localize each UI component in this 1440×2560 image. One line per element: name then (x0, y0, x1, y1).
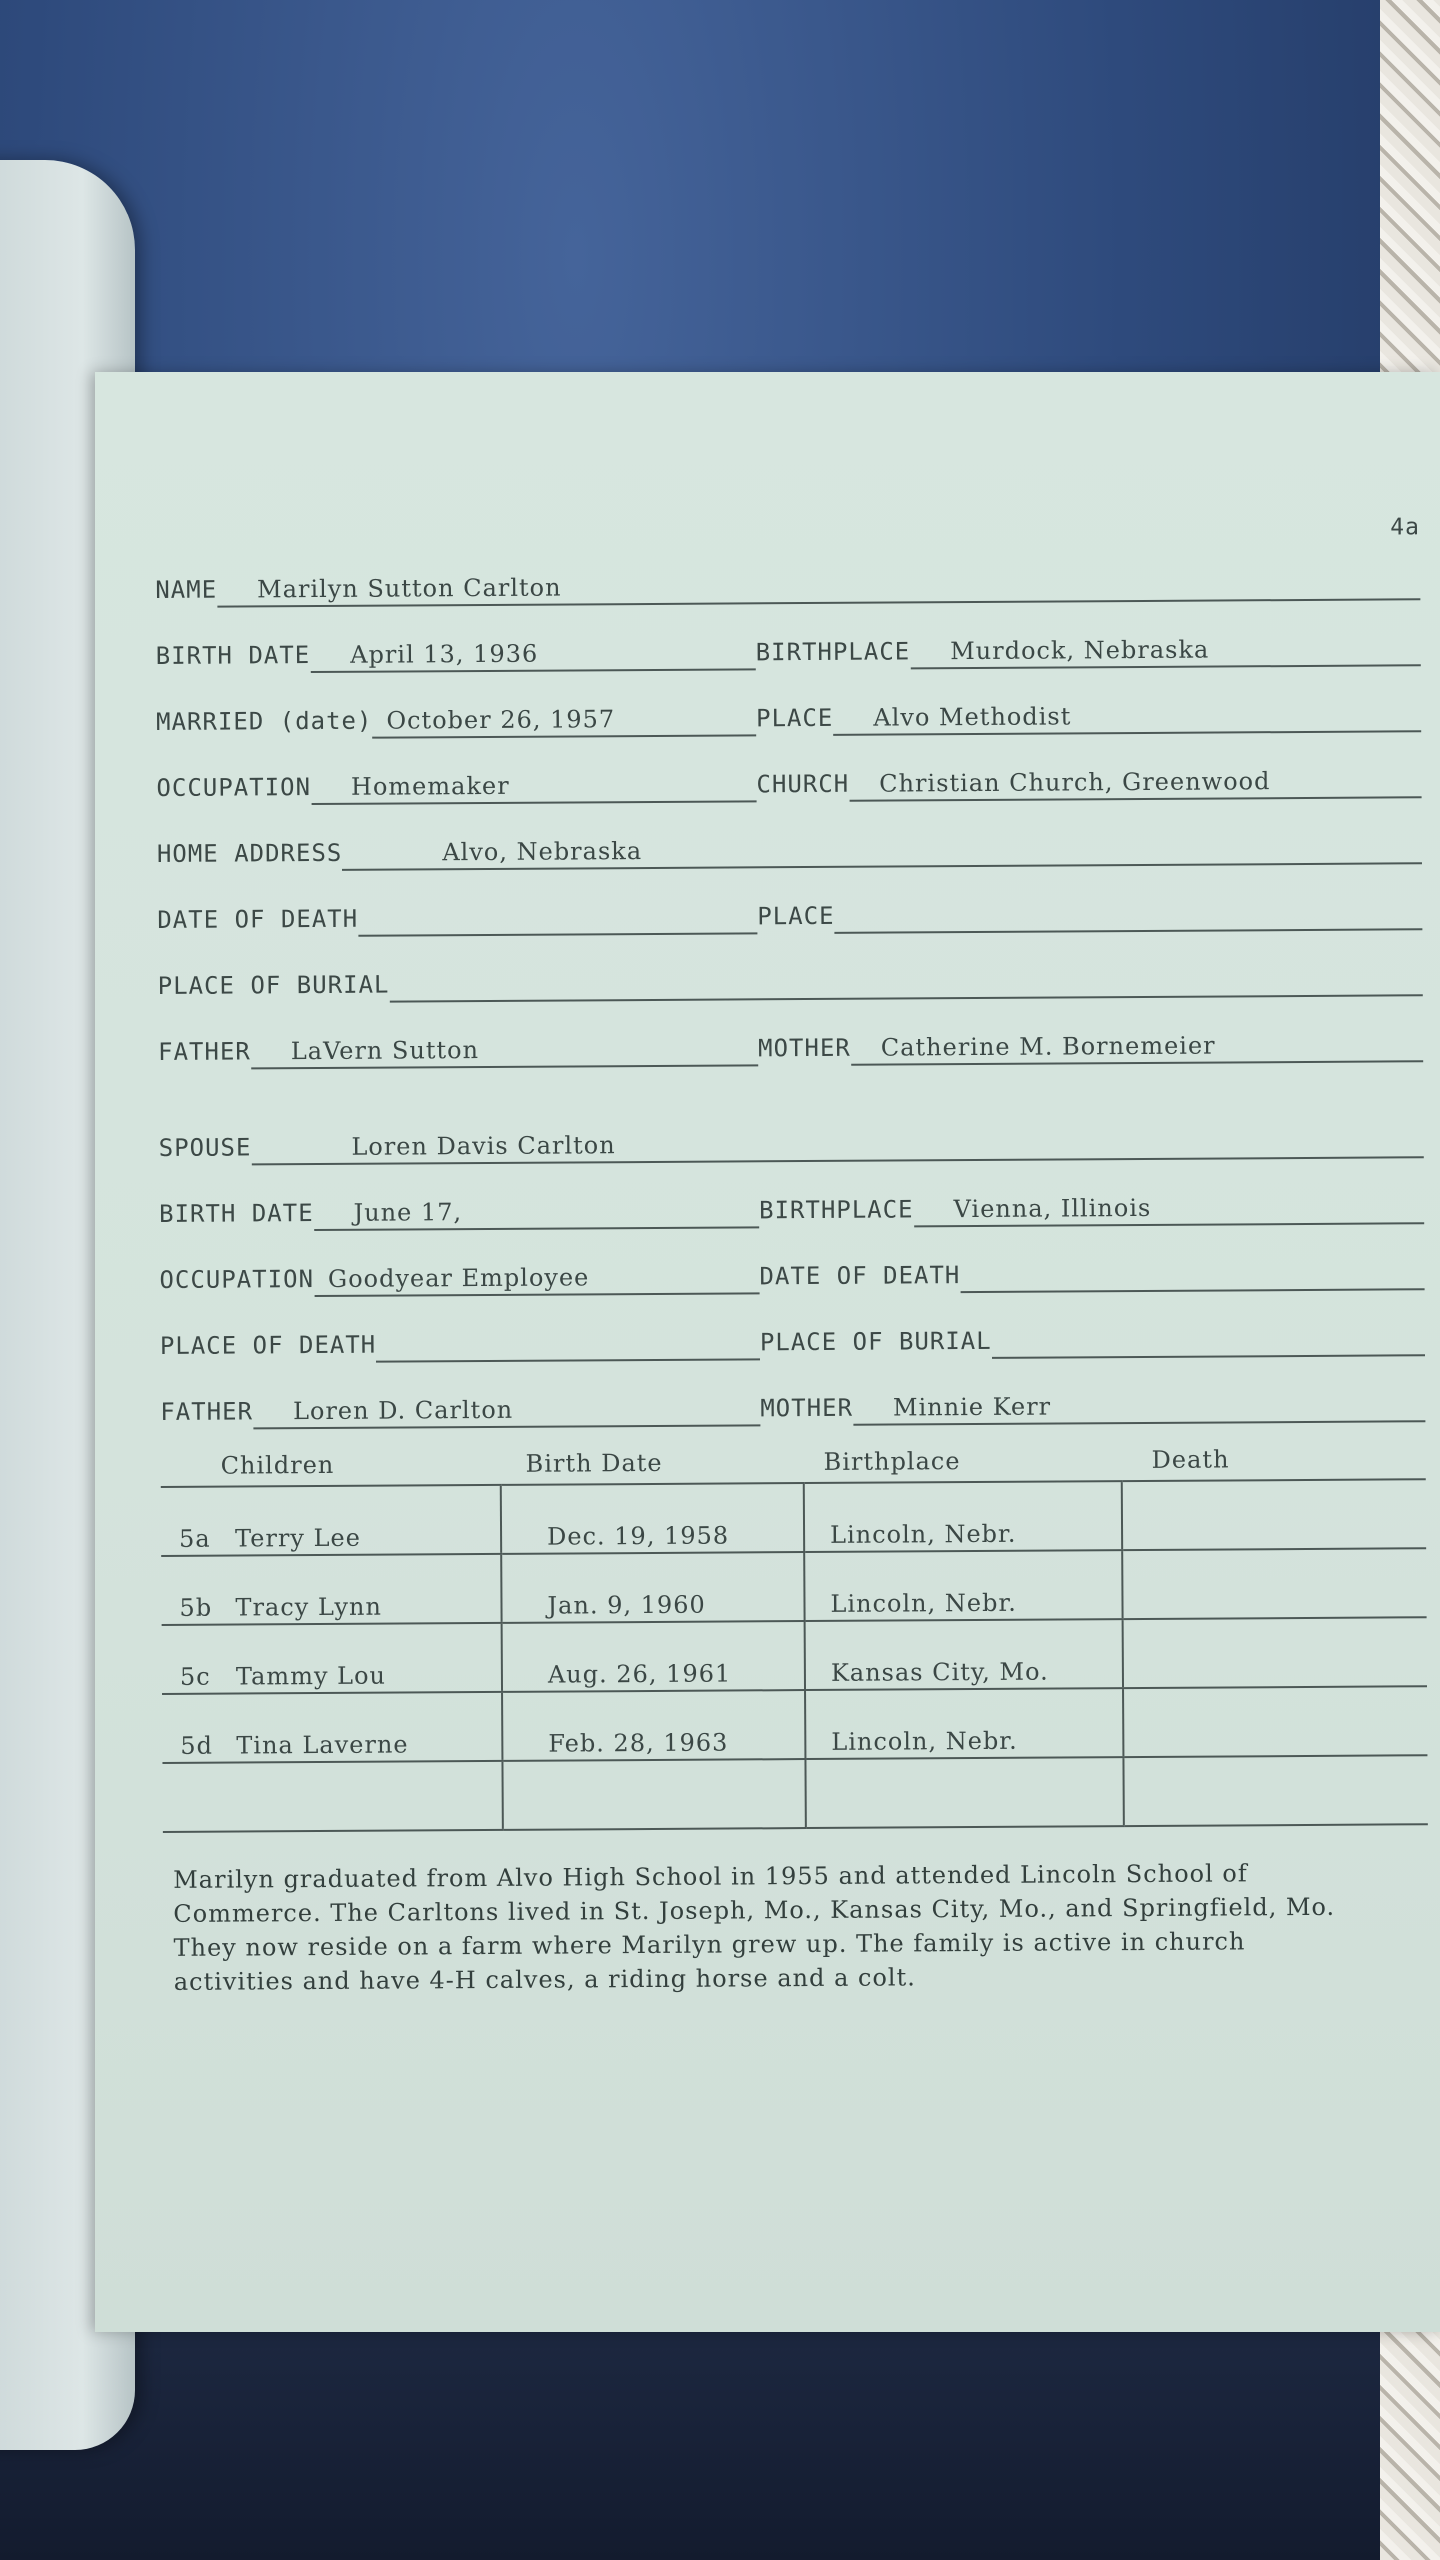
church-label: CHURCH (756, 769, 850, 799)
home-address-field (157, 826, 1422, 872)
table-row (162, 1755, 1427, 1832)
married-label: MARRIED (date) (156, 706, 373, 736)
spouse-birth-date-value[interactable]: June 17, (313, 1190, 759, 1231)
child-name: Terry Lee (235, 1523, 362, 1553)
mother-field (758, 1024, 1423, 1066)
child-death[interactable] (1123, 1686, 1427, 1757)
page-number: 4a (1390, 514, 1421, 541)
child-cell[interactable] (161, 1554, 501, 1625)
spouse-occupation-value[interactable]: Goodyear Employee (314, 1256, 760, 1297)
spouse-place-of-death-value[interactable] (376, 1322, 760, 1362)
header-birth-date: Birth Date (501, 1448, 804, 1485)
spouse-father-field (160, 1388, 760, 1430)
child-cell[interactable] (162, 1761, 502, 1832)
home-address-value[interactable]: Alvo, Nebraska (342, 826, 1422, 871)
home-address-row (157, 798, 1422, 872)
name-row (155, 534, 1420, 608)
date-of-death-field (157, 896, 757, 938)
spouse-birthplace-label: BIRTHPLACE (759, 1195, 914, 1225)
birth-row (155, 600, 1420, 674)
spouse-value[interactable]: Loren Davis Carlton (251, 1120, 1424, 1165)
child-birth-date[interactable] (502, 1759, 805, 1830)
married-value[interactable]: October 26, 1957 (372, 698, 756, 738)
death-place-label: PLACE (757, 901, 835, 931)
child-cell[interactable] (162, 1692, 502, 1763)
header-children: Children (161, 1450, 501, 1487)
spouse-place-of-burial-field (760, 1318, 1425, 1360)
child-death[interactable] (1122, 1479, 1426, 1550)
spouse-date-of-death-value[interactable] (960, 1252, 1424, 1293)
child-cell[interactable] (161, 1485, 501, 1556)
spouse-place-of-burial-value[interactable] (992, 1318, 1425, 1359)
birth-date-value[interactable]: April 13, 1936 (310, 632, 756, 673)
place-of-burial-value[interactable] (389, 958, 1422, 1002)
married-field (156, 698, 756, 740)
church-field (756, 760, 1421, 802)
child-birth-date[interactable]: Feb. 28, 1963 (502, 1690, 805, 1761)
home-address-label: HOME ADDRESS (156, 838, 343, 868)
birth-date-label: BIRTH DATE (155, 641, 311, 670)
spouse-death-row (160, 1290, 1425, 1364)
spouse-place-of-death-field (160, 1322, 760, 1364)
burial-row (157, 930, 1422, 1004)
table-row (161, 1548, 1426, 1625)
name-label: NAME (155, 575, 218, 604)
spouse-label: SPOUSE (158, 1133, 252, 1162)
spouse-date-of-death-label: DATE OF DEATH (759, 1261, 961, 1291)
header-death: Death (1122, 1444, 1426, 1481)
place-of-burial-label: PLACE OF BURIAL (157, 970, 390, 1000)
child-birthplace[interactable]: Lincoln, Nebr. (804, 1550, 1122, 1621)
mother-value[interactable]: Catherine M. Bornemeier (851, 1024, 1424, 1065)
spouse-place-of-death-label: PLACE OF DEATH (159, 1330, 377, 1360)
mother-label: MOTHER (758, 1033, 851, 1063)
spouse-field (159, 1120, 1424, 1166)
birthplace-value[interactable]: Murdock, Nebraska (910, 628, 1421, 669)
spouse-place-of-burial-label: PLACE OF BURIAL (759, 1326, 992, 1357)
church-value[interactable]: Christian Church, Greenwood (849, 760, 1422, 801)
child-birth-date[interactable]: Aug. 26, 1961 (502, 1621, 805, 1692)
place-of-burial-field (158, 958, 1423, 1004)
family-story-paragraph: Marilyn graduated from Alvo High School in 1955 and attended Lincoln School of Commerce. The Carltons lived in St. Joseph, Mo., Kansas City, Mo., and Springfield, Mo. They now reside on a farm where Marilyn grew up. The family is active in church activities and have 4-H calves, a riding horse and a colt. (173, 1859, 1336, 1996)
form-content (155, 514, 1429, 2023)
spouse-row (158, 1092, 1423, 1166)
child-name: Tracy Lynn (235, 1592, 382, 1622)
table-row (162, 1617, 1427, 1694)
married-place-value[interactable]: Alvo Methodist (833, 694, 1421, 736)
record-sheet (95, 372, 1440, 2332)
birthplace-field (756, 628, 1421, 670)
child-number: 5a (179, 1524, 211, 1553)
spouse-mother-value[interactable]: Minnie Kerr (853, 1384, 1426, 1425)
name-value[interactable]: Marilyn Sutton Carlton (217, 562, 1420, 607)
spouse-birth-date-label: BIRTH DATE (159, 1199, 314, 1228)
spouse-date-of-death-field (759, 1252, 1424, 1294)
child-name: Tina Laverne (236, 1730, 409, 1760)
date-of-death-label: DATE OF DEATH (157, 904, 359, 934)
married-row (156, 666, 1421, 740)
children-table (161, 1444, 1428, 1833)
occupation-field (156, 764, 756, 806)
occupation-label: OCCUPATION (156, 773, 312, 802)
child-birthplace[interactable] (805, 1757, 1123, 1828)
table-row (162, 1686, 1427, 1763)
married-place-field (756, 694, 1421, 736)
occupation-value[interactable]: Homemaker (311, 764, 757, 805)
married-place-label: PLACE (756, 703, 834, 733)
child-birth-date[interactable]: Jan. 9, 1960 (501, 1552, 804, 1623)
child-birthplace[interactable]: Lincoln, Nebr. (805, 1688, 1123, 1759)
spouse-mother-field (760, 1384, 1425, 1426)
spouse-occupation-row (159, 1224, 1424, 1298)
parents-row (158, 996, 1423, 1070)
father-value[interactable]: LaVern Sutton (251, 1028, 759, 1069)
date-of-death-value[interactable] (358, 896, 757, 936)
father-label: FATHER (158, 1037, 251, 1066)
spouse-birthplace-field (759, 1186, 1424, 1228)
birth-date-field (156, 632, 756, 674)
child-number: 5d (180, 1731, 214, 1760)
spouse-mother-label: MOTHER (760, 1393, 854, 1423)
death-row (157, 864, 1422, 938)
child-birthplace[interactable]: Kansas City, Mo. (805, 1619, 1123, 1690)
child-name: Tammy Lou (235, 1661, 387, 1691)
child-number: 5c (179, 1662, 211, 1691)
spouse-occupation-label: OCCUPATION (159, 1265, 315, 1294)
death-place-field (757, 892, 1422, 934)
child-number: 5b (179, 1593, 213, 1622)
occupation-row (156, 732, 1421, 806)
death-place-value[interactable] (834, 892, 1422, 934)
spouse-birthplace-value[interactable]: Vienna, Illinois (913, 1186, 1424, 1227)
birthplace-label: BIRTHPLACE (755, 637, 911, 667)
child-cell[interactable] (162, 1623, 502, 1694)
spouse-birth-date-field (159, 1190, 759, 1232)
spouse-parents-row (160, 1356, 1425, 1430)
spouse-father-label: FATHER (160, 1397, 254, 1426)
child-death[interactable] (1123, 1755, 1427, 1826)
table-row (161, 1479, 1426, 1556)
header-birthplace: Birthplace (804, 1446, 1122, 1483)
child-death[interactable] (1122, 1548, 1426, 1619)
name-field (155, 562, 1420, 608)
child-birthplace[interactable]: Lincoln, Nebr. (804, 1481, 1122, 1552)
father-field (158, 1028, 758, 1070)
child-birth-date[interactable]: Dec. 19, 1958 (501, 1483, 804, 1554)
spouse-father-value[interactable]: Loren D. Carlton (253, 1388, 761, 1429)
child-death[interactable] (1123, 1617, 1427, 1688)
spouse-birth-row (159, 1158, 1424, 1232)
spouse-occupation-field (159, 1256, 759, 1298)
